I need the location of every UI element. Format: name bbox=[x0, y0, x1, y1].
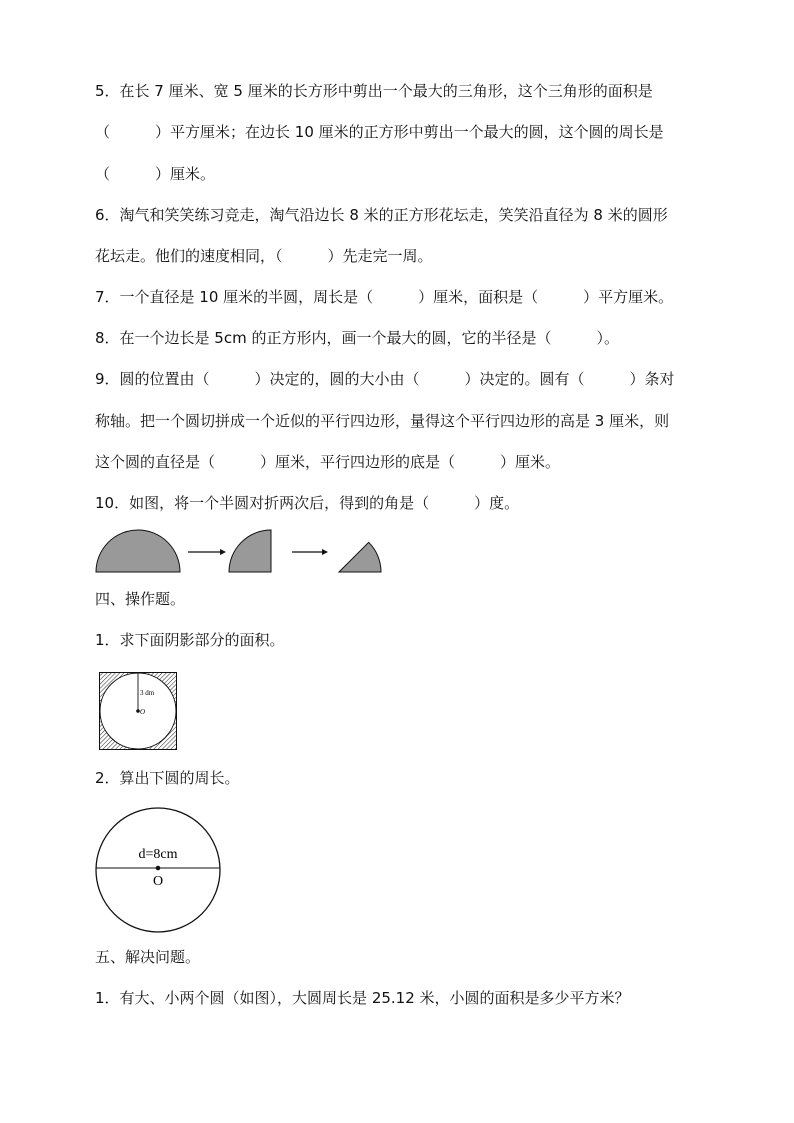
operation-q1: 1．求下面阴影部分的面积。 bbox=[95, 631, 285, 649]
question-6-line-2: 花坛走。他们的速度相同，（ ）先走完一周。 bbox=[95, 247, 433, 265]
question-5-line-3: （ ）厘米。 bbox=[95, 165, 216, 183]
question-9-line-1: 9．圆的位置由（ ）决定的，圆的大小由（ ）决定的。圆有（ ）条对 bbox=[95, 370, 675, 388]
question-8: 8．在一个边长是 5cm 的正方形内，画一个最大的圆，它的半径是（ ）。 bbox=[95, 329, 619, 347]
operation-q2: 2．算出下圆的周长。 bbox=[95, 769, 240, 787]
question-10: 10．如图，将一个半圆对折两次后，得到的角是（ ）度。 bbox=[95, 494, 520, 512]
semicircle-shape bbox=[96, 530, 180, 572]
question-9-line-3: 这个圆的直径是（ ）厘米，平行四边形的底是（ ）厘米。 bbox=[95, 453, 561, 471]
question-5-line-2: （ ）平方厘米；在边长 10 厘米的正方形中剪出一个最大的圆，这个圆的周长是 bbox=[95, 123, 664, 141]
circle-center-point bbox=[156, 866, 161, 871]
problem-q1: 1．有大、小两个圆（如图），大圆周长是 25.12 米，小圆的面积是多少平方米？ bbox=[95, 989, 630, 1007]
arrow-2-head bbox=[322, 549, 328, 555]
question-6-line-1: 6．淘气和笑笑练习竞走，淘气沿边长 8 米的正方形花坛走，笑笑沿直径为 8 米的圆形 bbox=[95, 206, 668, 224]
square-circle-figure bbox=[99, 672, 177, 750]
radius-label: 3 dm bbox=[140, 689, 155, 697]
section-4-heading: 四、操作题。 bbox=[95, 590, 186, 608]
arrow-1-head bbox=[220, 549, 226, 555]
section-5-heading: 五、解决问题。 bbox=[95, 948, 201, 966]
diameter-circle-figure bbox=[94, 806, 222, 934]
eighth-circle-shape bbox=[339, 542, 381, 572]
question-5-line-1: 5．在长 7 厘米、宽 5 厘米的长方形中剪出一个最大的三角形，这个三角形的面积是 bbox=[95, 82, 653, 100]
question-7: 7．一个直径是 10 厘米的半圆，周长是（ ）厘米，面积是（ ）平方厘米。 bbox=[95, 288, 674, 306]
circle-center-label: O bbox=[152, 874, 164, 889]
center-label: O bbox=[140, 708, 146, 716]
semicircle-fold-figure bbox=[92, 528, 392, 576]
diameter-label: d=8cm bbox=[138, 847, 178, 862]
quarter-circle-shape bbox=[229, 530, 271, 572]
question-9-line-2: 称轴。把一个圆切拼成一个近似的平行四边形，量得这个平行四边形的高是 3 厘米，则 bbox=[95, 412, 670, 430]
